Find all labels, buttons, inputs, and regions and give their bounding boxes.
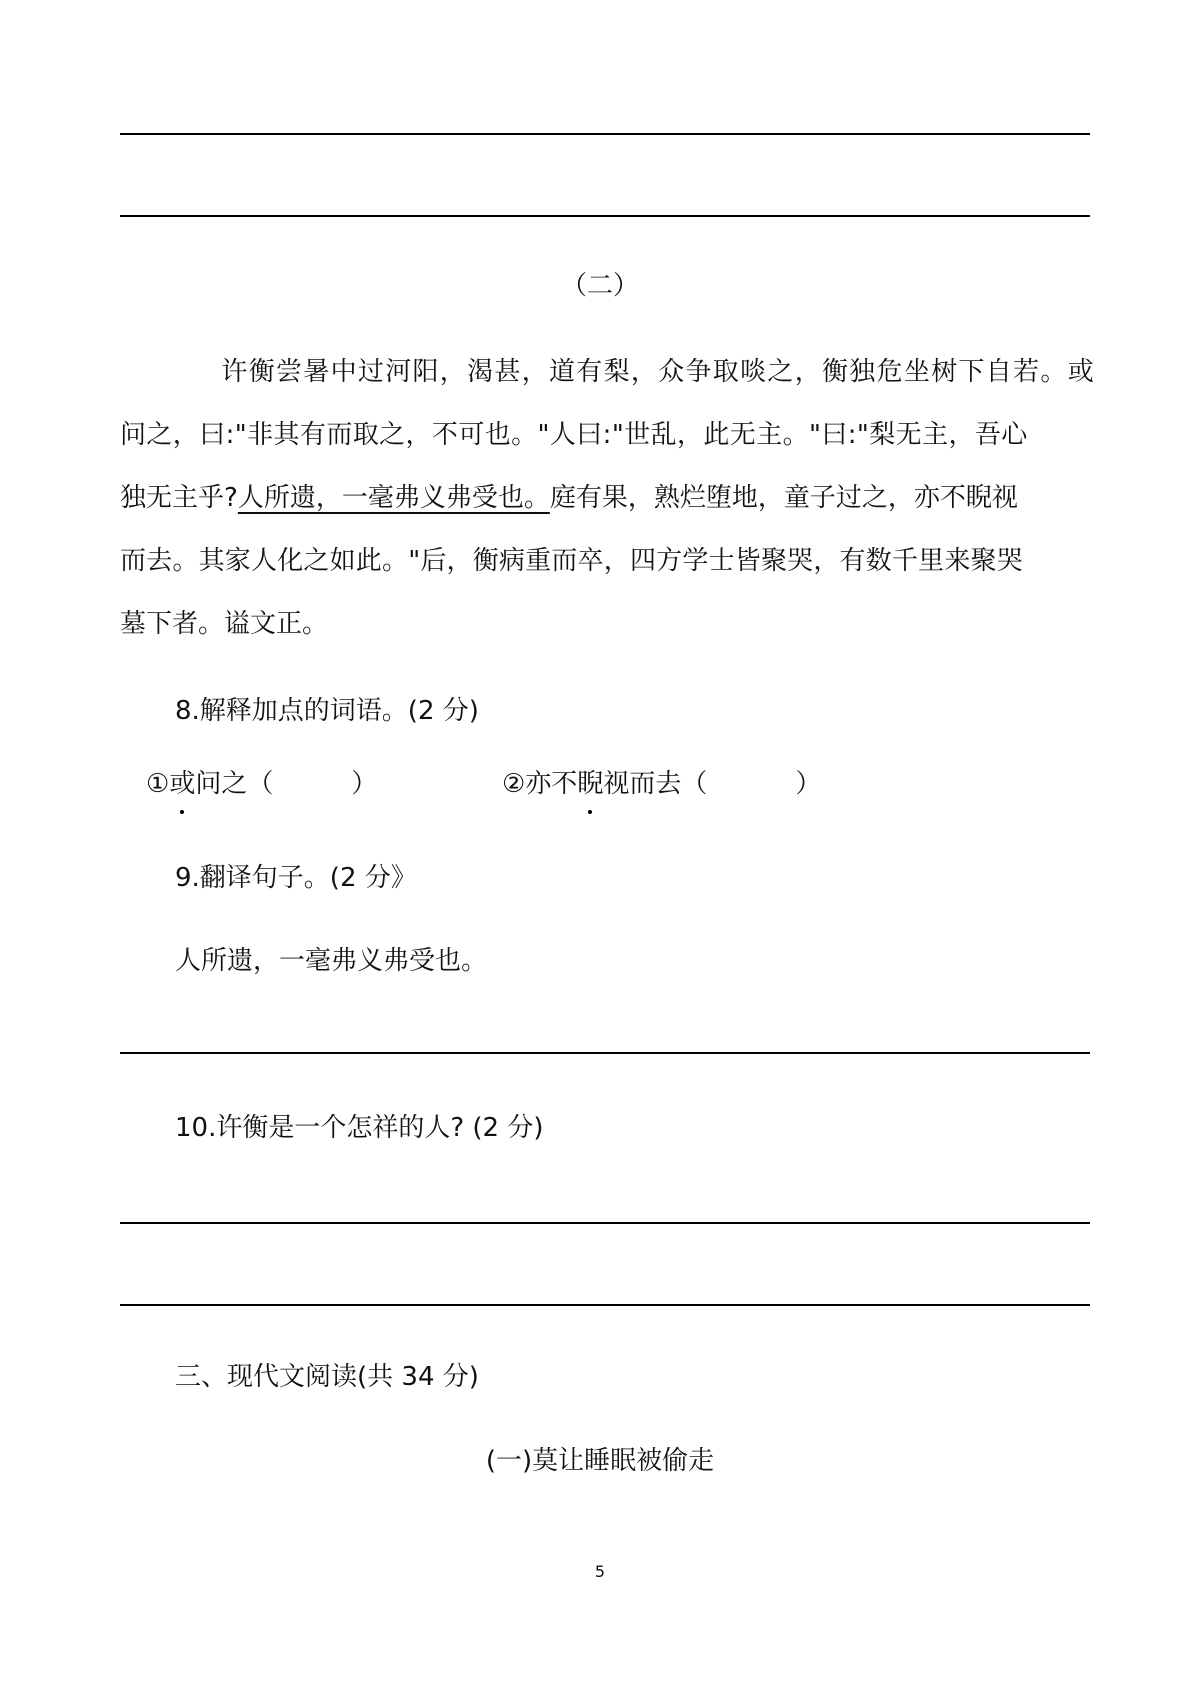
answer-line-3 bbox=[120, 1052, 1090, 1054]
section-3-subtitle: (一)莫让睡眠被偷走 bbox=[485, 1446, 715, 1476]
section-3-title: 三、现代文阅读(共 34 分) bbox=[175, 1362, 479, 1392]
page-number: 5 bbox=[594, 1562, 606, 1581]
underlined-sentence: 人所遗，一毫弗义弗受也。 bbox=[237, 483, 550, 513]
dotted-word-huo: 或 bbox=[169, 769, 196, 799]
question-8-item-1: ①或问之（ ） bbox=[146, 769, 378, 799]
passage-line-1: 许衡尝暑中过河阳，渴甚，道有梨，众争取啖之，衡独危坐树下自若。或 bbox=[221, 357, 1095, 387]
answer-line-1 bbox=[120, 133, 1090, 135]
question-9-title: 9.翻译句子。(2 分》 bbox=[175, 863, 417, 893]
passage-line-2: 问之，曰:"非其有而取之，不可也。"人曰:"世乱，此无主。"曰:"梨无主，吾心 bbox=[120, 420, 1028, 450]
passage-line-4: 而去。其家人化之如此。"后，衡病重而卒，四方学士皆聚哭，有数千里来聚哭 bbox=[120, 546, 1023, 576]
question-8-title: 8.解释加点的词语。(2 分) bbox=[175, 696, 479, 726]
question-8-item-2: ②亦不睨视而去（ ） bbox=[502, 769, 822, 799]
passage-line-3: 独无主乎?人所遗，一毫弗义弗受也。庭有果，熟烂堕地，童子过之，亦不睨视 bbox=[120, 483, 1018, 513]
answer-line-5 bbox=[120, 1304, 1090, 1306]
answer-line-2 bbox=[120, 215, 1090, 217]
answer-line-4 bbox=[120, 1222, 1090, 1224]
question-9-sentence: 人所遗，一毫弗义弗受也。 bbox=[175, 946, 488, 976]
section-title: （二） bbox=[560, 271, 639, 301]
passage-line-5: 墓下者。谥文正。 bbox=[120, 609, 329, 639]
question-10-title: 10.许衡是一个怎祥的人? (2 分) bbox=[175, 1113, 544, 1143]
dotted-word-ni: 睨 bbox=[577, 769, 604, 799]
